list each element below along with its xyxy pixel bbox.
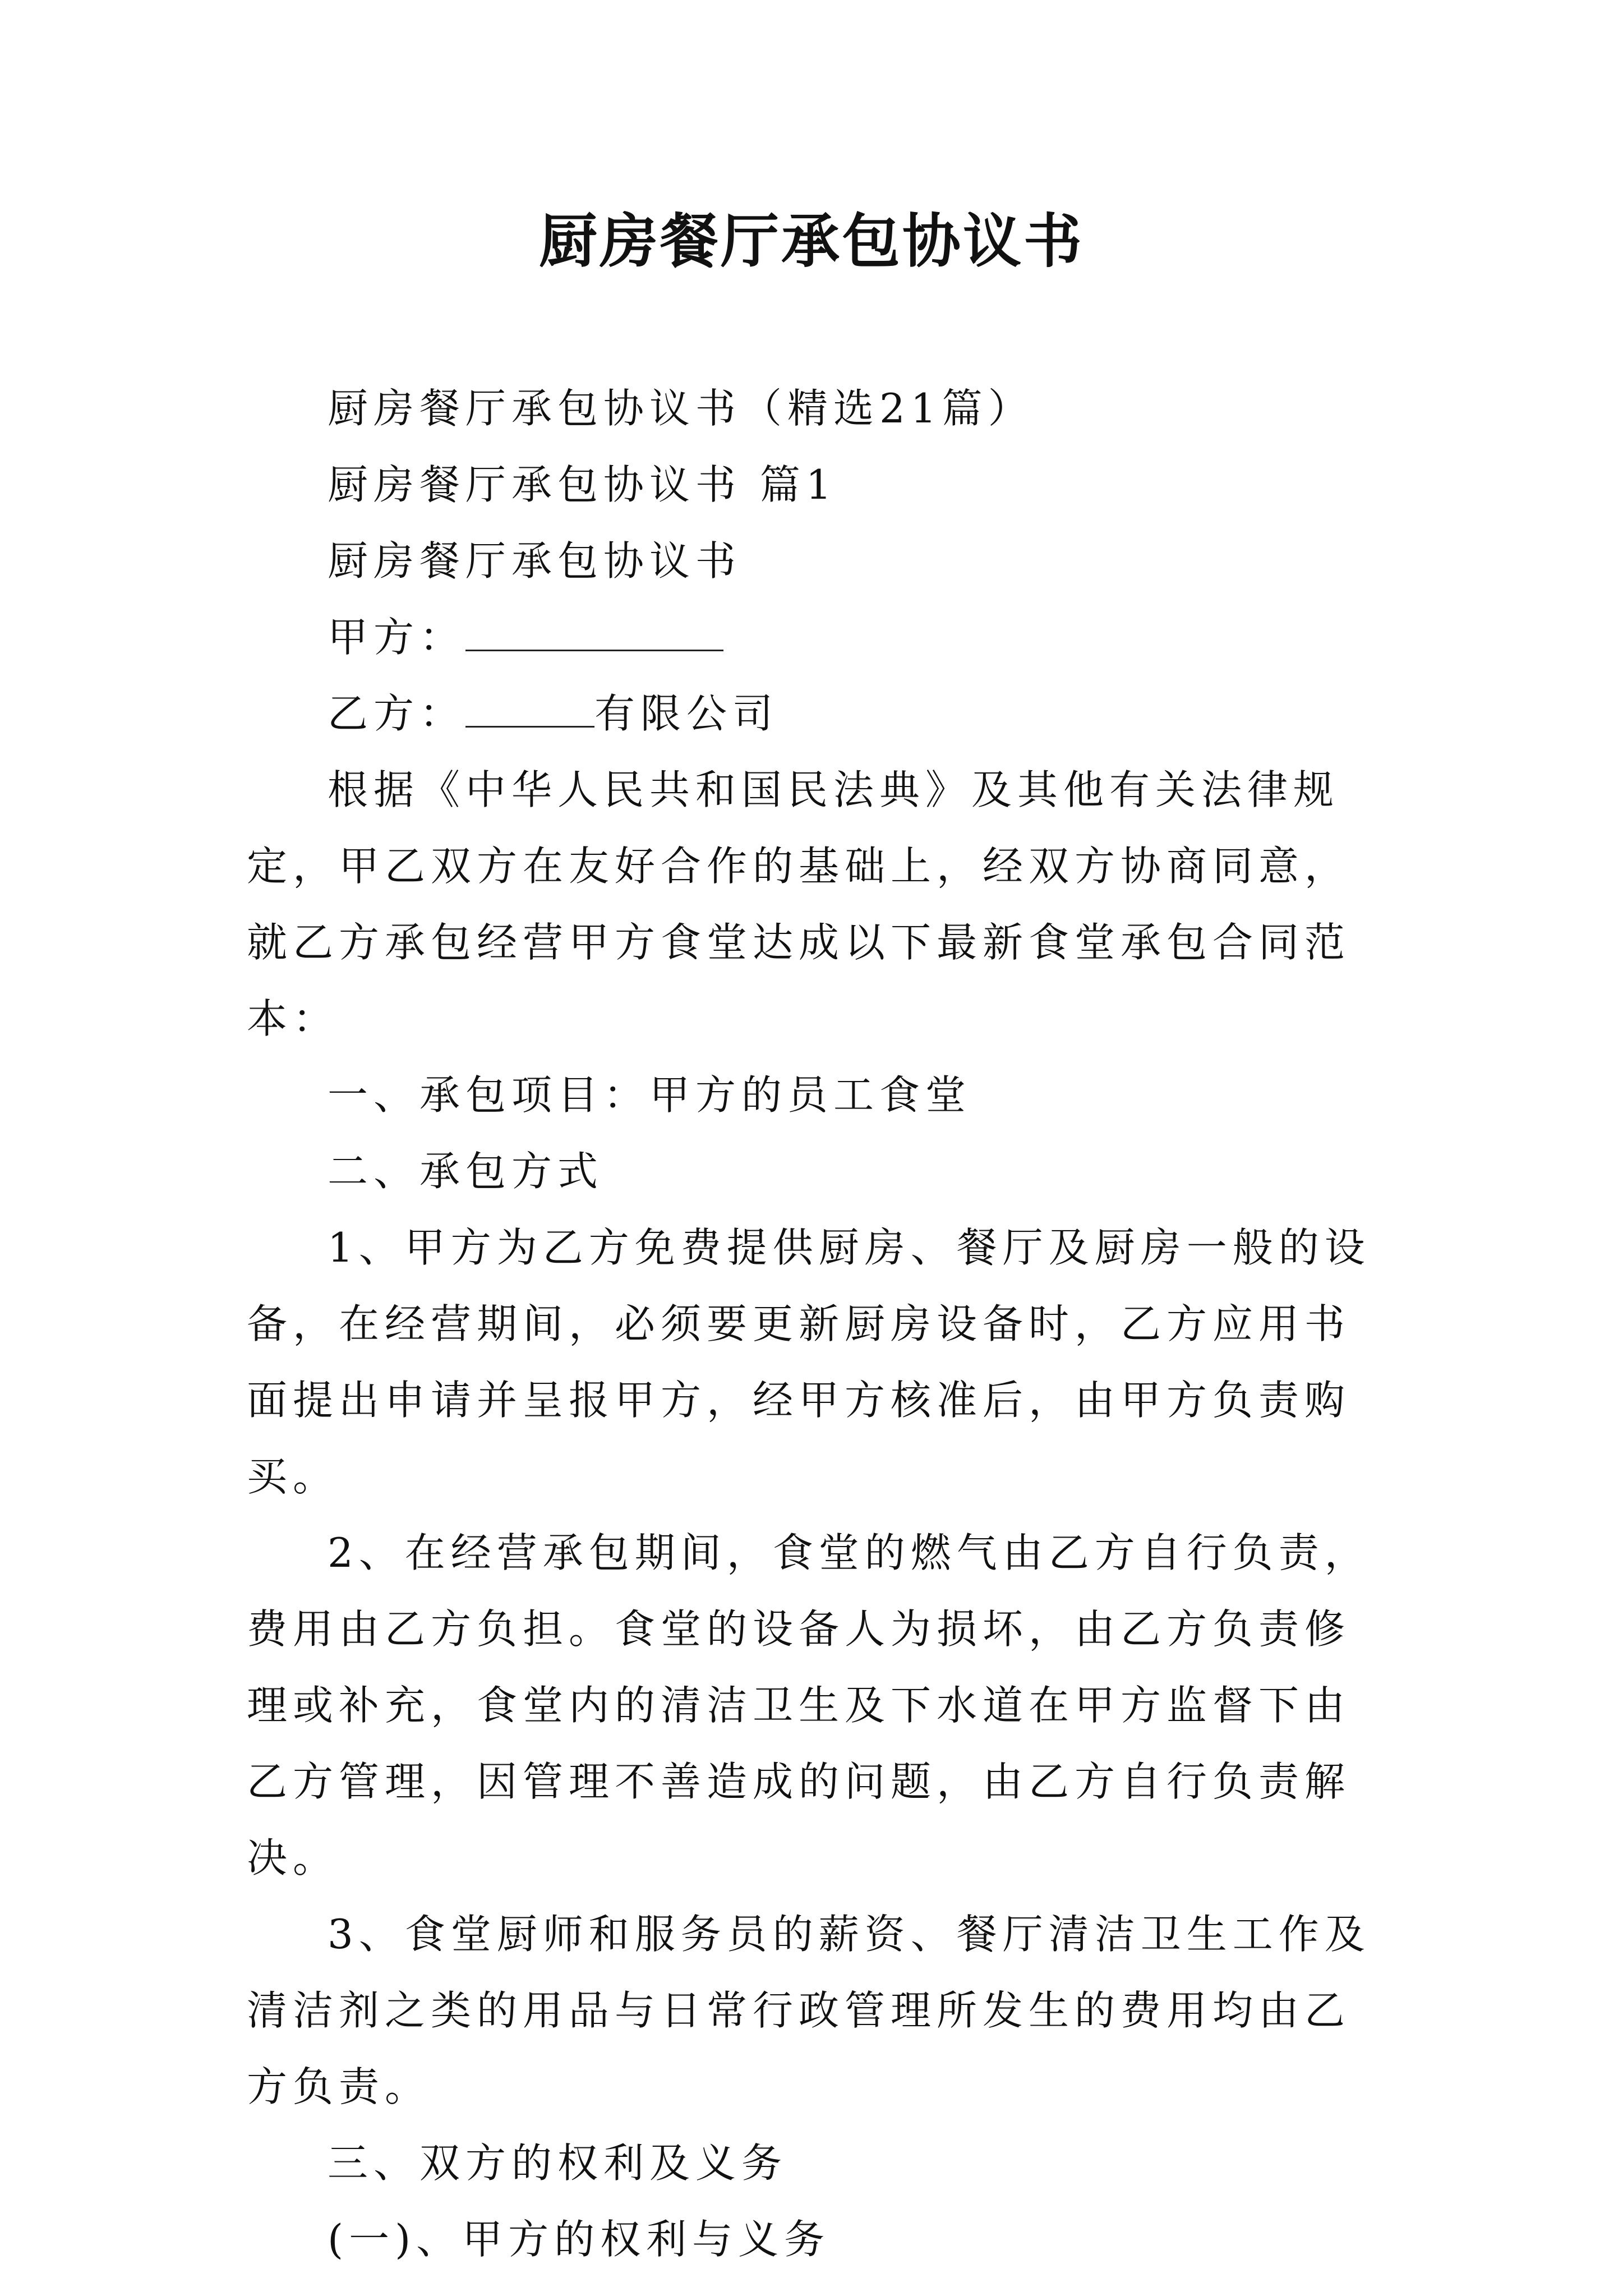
item-contract-method: 二、承包方式 (328, 1148, 604, 1195)
party-a-line (247, 599, 1391, 675)
party-b-label: 乙方： (328, 690, 466, 737)
party-b-suffix: 有限公司 (594, 690, 779, 737)
document-body (247, 370, 1391, 2277)
agreement-heading: 厨房餐厅承包协议书 (328, 537, 742, 585)
clause-1: 1、甲方为乙方免费提供厨房、餐厅及厨房一般的设备，在经营期间，必须要更新厨房设备时，乙方应用书面提出申请并呈报甲方，经甲方核准后，由甲方负责购买。 (247, 1224, 1371, 1500)
item-party-a-rights: (一)、甲方的权利与义务 (328, 2216, 831, 2263)
party-a-blank (465, 616, 723, 651)
section-title: 厨房餐厅承包协议书 篇1 (328, 461, 837, 508)
clause-3: 3、食堂厨师和服务员的薪资、餐厅清洁卫生工作及清洁剂之类的用品与日常行政管理所发生的费用均由乙方负责。 (247, 1911, 1371, 2110)
item-contract-project: 一、承包项目：甲方的员工食堂 (328, 1071, 972, 1119)
clause-2: 2、在经营承包期间，食堂的燃气由乙方自行负责，费用由乙方负担。食堂的设备人为损坏，由乙方负责修理或补充，食堂内的清洁卫生及下水道在甲方监督下由乙方管理，因管理不善造成的问题，由乙方自行负责解决。 (247, 1529, 1371, 1881)
party-b-line (247, 675, 1391, 752)
item-rights-obligations: 三、双方的权利及义务 (328, 2139, 788, 2187)
party-a-label: 甲方： (328, 614, 466, 661)
intro-paragraph: 根据《中华人民共和国民法典》及其他有关法律规定，甲乙双方在友好合作的基础上，经双方协商同意，就乙方承包经营甲方食堂达成以下最新食堂承包合同范本： (247, 766, 1351, 1042)
subtitle: 厨房餐厅承包协议书（精选21篇） (328, 385, 1034, 432)
document-title: 厨房餐厅承包协议书 (538, 206, 1084, 275)
party-b-blank (465, 692, 594, 728)
